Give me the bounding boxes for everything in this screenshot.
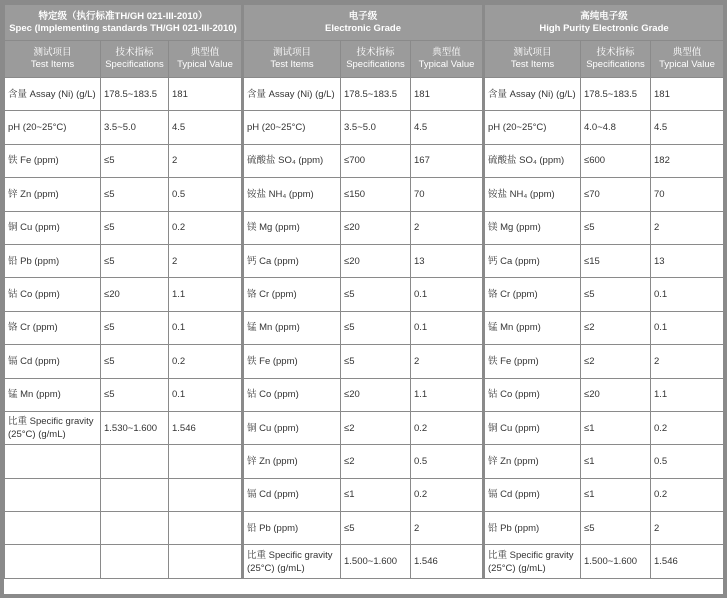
test-item-cell: 硫酸盐 SO₄ (ppm) xyxy=(484,144,581,177)
typical-value-cell: 2 xyxy=(411,512,484,545)
test-item-cell xyxy=(5,445,101,478)
test-item-cell: 钴 Co (ppm) xyxy=(484,378,581,411)
column-header-specifications xyxy=(101,41,169,78)
table-row xyxy=(5,512,724,545)
specification-cell: ≤20 xyxy=(341,244,411,277)
typical-value-cell: 2 xyxy=(169,244,243,277)
specification-cell: ≤150 xyxy=(341,178,411,211)
column-label-zh: 技术指标 xyxy=(596,47,635,58)
specification-cell: 1.500~1.600 xyxy=(581,545,651,578)
test-item-cell: 钙 Ca (ppm) xyxy=(484,244,581,277)
test-item-cell: 硫酸盐 SO₄ (ppm) xyxy=(243,144,341,177)
specification-cell: ≤2 xyxy=(341,445,411,478)
test-item-cell: 铅 Pb (ppm) xyxy=(243,512,341,545)
column-label-zh: 技术指标 xyxy=(356,47,395,58)
test-item-cell: 铬 Cr (ppm) xyxy=(5,311,101,344)
specification-cell: ≤20 xyxy=(581,378,651,411)
typical-value-cell: 182 xyxy=(651,144,724,177)
table-row xyxy=(5,545,724,578)
test-item-cell: 铵盐 NH₄ (ppm) xyxy=(243,178,341,211)
column-label-en: Test Items xyxy=(510,59,555,70)
test-item-cell: 镉 Cd (ppm) xyxy=(5,345,101,378)
specification-cell: ≤5 xyxy=(341,311,411,344)
typical-value-cell: 1.546 xyxy=(651,545,724,578)
test-item-cell: 铁 Fe (ppm) xyxy=(5,144,101,177)
table-row xyxy=(5,78,724,111)
specification-cell xyxy=(101,445,169,478)
specification-cell: ≤5 xyxy=(101,378,169,411)
test-item-cell: 含量 Assay (Ni) (g/L) xyxy=(243,78,341,111)
typical-value-cell: 0.2 xyxy=(411,478,484,511)
typical-value-cell: 1.546 xyxy=(411,545,484,578)
test-item-cell: pH (20~25°C) xyxy=(243,111,341,144)
column-label-zh: 测试项目 xyxy=(272,47,311,58)
column-label-en: Typical Value xyxy=(418,59,475,70)
typical-value-cell xyxy=(169,478,243,511)
test-item-cell xyxy=(5,512,101,545)
test-item-cell: 比重 Specific gravity (25°C) (g/mL) xyxy=(243,545,341,578)
table-row xyxy=(5,244,724,277)
typical-value-cell: 181 xyxy=(169,78,243,111)
specification-cell: ≤15 xyxy=(581,244,651,277)
test-item-cell: 铜 Cu (ppm) xyxy=(5,211,101,244)
column-label-en: Specifications xyxy=(346,59,405,70)
specification-cell: ≤1 xyxy=(581,478,651,511)
column-label-en: Specifications xyxy=(586,59,645,70)
table-row xyxy=(5,445,724,478)
typical-value-cell xyxy=(169,445,243,478)
column-label-zh: 测试项目 xyxy=(513,47,552,58)
column-label-en: Typical Value xyxy=(659,59,715,70)
table-row xyxy=(5,144,724,177)
specification-cell: ≤5 xyxy=(101,178,169,211)
specification-cell: 178.5~183.5 xyxy=(581,78,651,111)
test-item-cell: 钴 Co (ppm) xyxy=(243,378,341,411)
specification-cell: ≤2 xyxy=(581,311,651,344)
typical-value-cell: 4.5 xyxy=(651,111,724,144)
column-header-row xyxy=(5,41,724,78)
typical-value-cell: 4.5 xyxy=(411,111,484,144)
typical-value-cell: 70 xyxy=(411,178,484,211)
table-row xyxy=(5,311,724,344)
specification-cell: ≤5 xyxy=(341,512,411,545)
group-header-spec xyxy=(5,5,243,41)
test-item-cell: pH (20~25°C) xyxy=(5,111,101,144)
test-item-cell: 含量 Assay (Ni) (g/L) xyxy=(5,78,101,111)
group-title-en: High Purity Electronic Grade xyxy=(539,22,669,34)
table-row xyxy=(5,111,724,144)
column-header-typical-value xyxy=(411,41,484,78)
specification-cell: ≤5 xyxy=(341,345,411,378)
group-title-zh: 电子级 xyxy=(348,10,378,22)
typical-value-cell: 13 xyxy=(651,244,724,277)
typical-value-cell: 167 xyxy=(411,144,484,177)
group-title-zh: 特定级（执行标准TH/GH 021-III-2010） xyxy=(38,10,208,22)
typical-value-cell: 0.5 xyxy=(651,445,724,478)
table-row xyxy=(5,211,724,244)
test-item-cell: 镉 Cd (ppm) xyxy=(484,478,581,511)
test-item-cell: 铵盐 NH₄ (ppm) xyxy=(484,178,581,211)
test-item-cell: 铁 Fe (ppm) xyxy=(484,345,581,378)
test-item-cell: 含量 Assay (Ni) (g/L) xyxy=(484,78,581,111)
specification-cell: ≤5 xyxy=(101,345,169,378)
specification-cell: ≤5 xyxy=(101,211,169,244)
specification-cell: ≤5 xyxy=(341,278,411,311)
specification-cell: ≤1 xyxy=(581,445,651,478)
test-item-cell: 钙 Ca (ppm) xyxy=(243,244,341,277)
column-label-zh: 测试项目 xyxy=(33,47,72,58)
typical-value-cell: 0.2 xyxy=(169,345,243,378)
specification-cell xyxy=(101,478,169,511)
typical-value-cell: 0.1 xyxy=(651,278,724,311)
test-item-cell: 钴 Co (ppm) xyxy=(5,278,101,311)
typical-value-cell: 2 xyxy=(651,512,724,545)
specification-cell xyxy=(101,545,169,578)
test-item-cell xyxy=(5,545,101,578)
table-row xyxy=(5,178,724,211)
test-item-cell: 铅 Pb (ppm) xyxy=(5,244,101,277)
specification-cell: ≤20 xyxy=(341,211,411,244)
typical-value-cell: 1.1 xyxy=(411,378,484,411)
specification-cell: ≤2 xyxy=(581,345,651,378)
column-header-specifications xyxy=(581,41,651,78)
specification-cell: ≤5 xyxy=(581,512,651,545)
specification-cell: ≤5 xyxy=(581,278,651,311)
table-row xyxy=(5,345,724,378)
column-header-typical-value xyxy=(651,41,724,78)
specification-cell: 178.5~183.5 xyxy=(341,78,411,111)
typical-value-cell: 2 xyxy=(169,144,243,177)
group-header-high-purity xyxy=(484,5,724,41)
group-title-zh: 高纯电子级 xyxy=(580,10,628,22)
specification-cell: ≤1 xyxy=(581,411,651,444)
specification-cell: ≤5 xyxy=(101,311,169,344)
specification-cell: ≤700 xyxy=(341,144,411,177)
test-item-cell: 铁 Fe (ppm) xyxy=(243,345,341,378)
specification-cell: 3.5~5.0 xyxy=(101,111,169,144)
typical-value-cell: 0.5 xyxy=(169,178,243,211)
table-row xyxy=(5,478,724,511)
column-header-typical-value xyxy=(169,41,243,78)
specification-cell: ≤5 xyxy=(101,244,169,277)
typical-value-cell: 2 xyxy=(651,345,724,378)
column-label-en: Test Items xyxy=(30,59,75,70)
table-row xyxy=(5,411,724,444)
group-title-en: Spec (Implementing standards TH/GH 021-III-2010) xyxy=(9,22,237,34)
typical-value-cell: 0.2 xyxy=(651,478,724,511)
group-title-en: Electronic Grade xyxy=(324,22,402,34)
test-item-cell: 锰 Mn (ppm) xyxy=(243,311,341,344)
specification-cell: ≤70 xyxy=(581,178,651,211)
specification-cell: ≤1 xyxy=(341,478,411,511)
column-header-test-items xyxy=(484,41,581,78)
specification-cell: 1.530~1.600 xyxy=(101,411,169,444)
test-item-cell: 铜 Cu (ppm) xyxy=(484,411,581,444)
typical-value-cell: 1.1 xyxy=(169,278,243,311)
column-label-zh: 典型值 xyxy=(190,47,220,58)
typical-value-cell: 181 xyxy=(651,78,724,111)
typical-value-cell: 0.2 xyxy=(651,411,724,444)
specification-cell: ≤20 xyxy=(341,378,411,411)
test-item-cell: 铅 Pb (ppm) xyxy=(484,512,581,545)
specification-cell: ≤20 xyxy=(101,278,169,311)
spec-table xyxy=(4,4,724,579)
test-item-cell: 铬 Cr (ppm) xyxy=(484,278,581,311)
test-item-cell: 比重 Specific gravity (25°C) (g/mL) xyxy=(5,411,101,444)
test-item-cell: 锰 Mn (ppm) xyxy=(5,378,101,411)
test-item-cell: 锌 Zn (ppm) xyxy=(484,445,581,478)
column-header-specifications xyxy=(341,41,411,78)
typical-value-cell: 2 xyxy=(411,345,484,378)
specification-cell: 178.5~183.5 xyxy=(101,78,169,111)
typical-value-cell: 1.546 xyxy=(169,411,243,444)
test-item-cell: 镉 Cd (ppm) xyxy=(243,478,341,511)
typical-value-cell: 0.2 xyxy=(169,211,243,244)
typical-value-cell: 0.1 xyxy=(651,311,724,344)
typical-value-cell: 0.1 xyxy=(411,278,484,311)
table-row xyxy=(5,378,724,411)
column-header-test-items xyxy=(5,41,101,78)
typical-value-cell xyxy=(169,512,243,545)
test-item-cell xyxy=(5,478,101,511)
group-header-electronic xyxy=(243,5,484,41)
test-item-cell: 铜 Cu (ppm) xyxy=(243,411,341,444)
test-item-cell: 镁 Mg (ppm) xyxy=(484,211,581,244)
typical-value-cell: 0.5 xyxy=(411,445,484,478)
column-header-test-items xyxy=(243,41,341,78)
test-item-cell: 锰 Mn (ppm) xyxy=(484,311,581,344)
specification-cell xyxy=(101,512,169,545)
column-label-zh: 典型值 xyxy=(672,47,702,58)
typical-value-cell: 0.1 xyxy=(411,311,484,344)
typical-value-cell: 13 xyxy=(411,244,484,277)
typical-value-cell: 0.1 xyxy=(169,378,243,411)
test-item-cell: 锌 Zn (ppm) xyxy=(5,178,101,211)
typical-value-cell: 1.1 xyxy=(651,378,724,411)
specification-cell: 4.0~4.8 xyxy=(581,111,651,144)
specification-cell: ≤5 xyxy=(581,211,651,244)
column-label-en: Typical Value xyxy=(177,59,233,70)
test-item-cell: pH (20~25°C) xyxy=(484,111,581,144)
test-item-cell: 铬 Cr (ppm) xyxy=(243,278,341,311)
specification-cell: ≤2 xyxy=(341,411,411,444)
typical-value-cell: 2 xyxy=(651,211,724,244)
typical-value-cell: 181 xyxy=(411,78,484,111)
typical-value-cell: 2 xyxy=(411,211,484,244)
specification-cell: ≤600 xyxy=(581,144,651,177)
specification-cell: ≤5 xyxy=(101,144,169,177)
typical-value-cell: 0.2 xyxy=(411,411,484,444)
test-item-cell: 比重 Specific gravity (25°C) (g/mL) xyxy=(484,545,581,578)
group-header-row xyxy=(5,5,724,41)
typical-value-cell: 70 xyxy=(651,178,724,211)
column-label-zh: 典型值 xyxy=(432,47,461,58)
test-item-cell: 锌 Zn (ppm) xyxy=(243,445,341,478)
specification-cell: 1.500~1.600 xyxy=(341,545,411,578)
typical-value-cell: 0.1 xyxy=(169,311,243,344)
column-label-en: Test Items xyxy=(270,59,314,70)
column-label-en: Specifications xyxy=(105,59,164,70)
test-item-cell: 镁 Mg (ppm) xyxy=(243,211,341,244)
column-label-zh: 技术指标 xyxy=(115,47,154,58)
typical-value-cell: 4.5 xyxy=(169,111,243,144)
specification-cell: 3.5~5.0 xyxy=(341,111,411,144)
table-row xyxy=(5,278,724,311)
typical-value-cell xyxy=(169,545,243,578)
